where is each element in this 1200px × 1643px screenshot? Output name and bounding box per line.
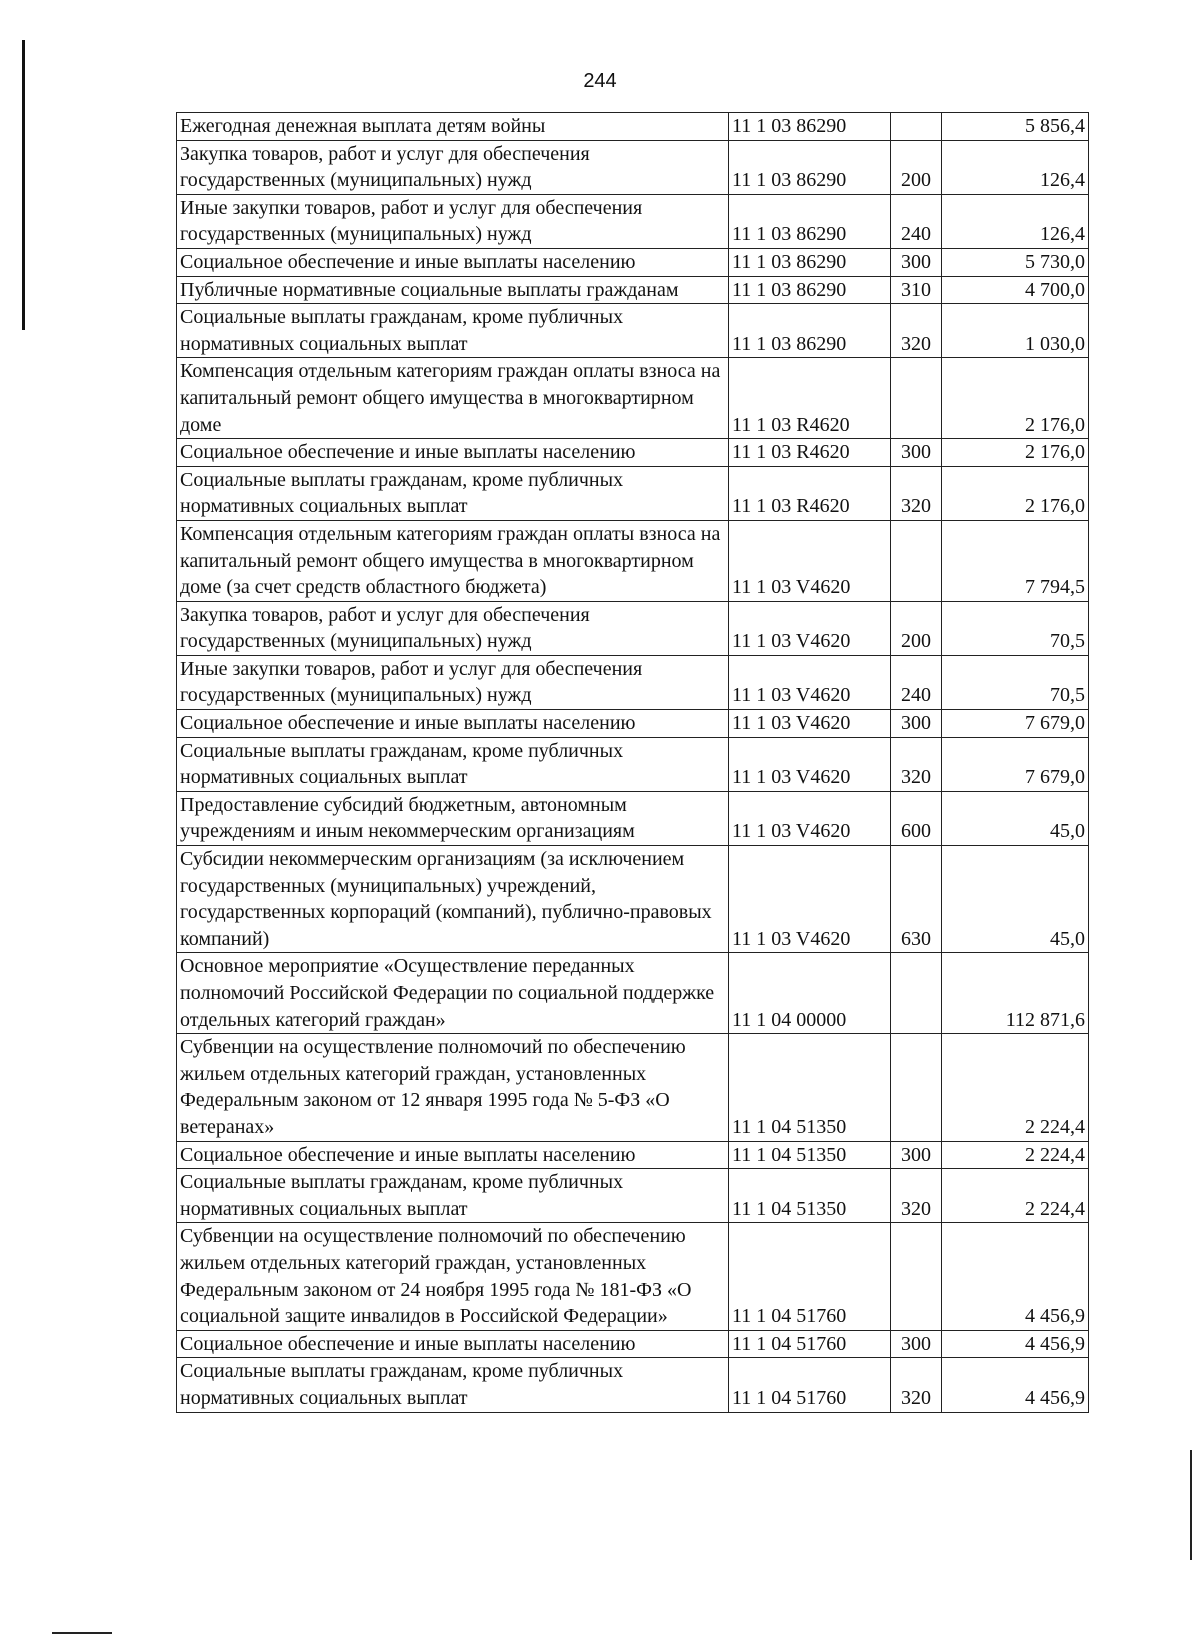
table-row xyxy=(177,1034,1089,1141)
row-expense-type: 320 xyxy=(891,737,942,791)
row-code: 11 1 03 86290 xyxy=(729,113,891,141)
row-code: 11 1 04 00000 xyxy=(729,953,891,1034)
row-code: 11 1 04 51350 xyxy=(729,1169,891,1223)
row-expense-type: 630 xyxy=(891,846,942,953)
row-name: Ежегодная денежная выплата детям войны xyxy=(177,113,729,141)
row-amount: 7 679,0 xyxy=(942,737,1089,791)
row-amount: 2 176,0 xyxy=(942,466,1089,520)
row-amount: 4 456,9 xyxy=(942,1330,1089,1358)
row-name: Субвенции на осуществление полномочий по обеспечению жильем отдельных категорий граждан, установленных Федеральным законом от 12 января 1995 года № 5-ФЗ «О ветеранах» xyxy=(177,1034,729,1141)
table-row xyxy=(177,248,1089,276)
row-expense-type: 300 xyxy=(891,1330,942,1358)
table-row xyxy=(177,601,1089,655)
table-row xyxy=(177,276,1089,304)
row-code: 11 1 03 V4620 xyxy=(729,520,891,601)
row-code: 11 1 03 86290 xyxy=(729,248,891,276)
row-code: 11 1 03 V4620 xyxy=(729,655,891,709)
row-name: Компенсация отдельным категориям граждан оплаты взноса на капитальный ремонт общего имущества в многоквартирном доме (за счет средств областного бюджета) xyxy=(177,520,729,601)
table-row xyxy=(177,1141,1089,1169)
row-code: 11 1 03 R4620 xyxy=(729,439,891,467)
row-amount: 2 224,4 xyxy=(942,1141,1089,1169)
scan-margin-mark xyxy=(1190,1450,1192,1560)
row-expense-type xyxy=(891,113,942,141)
row-name: Закупка товаров, работ и услуг для обеспечения государственных (муниципальных) нужд xyxy=(177,140,729,194)
row-code: 11 1 03 V4620 xyxy=(729,846,891,953)
row-amount: 70,5 xyxy=(942,655,1089,709)
row-name: Социальное обеспечение и иные выплаты населению xyxy=(177,710,729,738)
row-code: 11 1 03 86290 xyxy=(729,194,891,248)
row-expense-type: 310 xyxy=(891,276,942,304)
row-code: 11 1 03 86290 xyxy=(729,276,891,304)
row-code: 11 1 03 V4620 xyxy=(729,710,891,738)
row-amount: 1 030,0 xyxy=(942,304,1089,358)
row-amount: 5 856,4 xyxy=(942,113,1089,141)
row-amount: 2 224,4 xyxy=(942,1034,1089,1141)
row-amount: 70,5 xyxy=(942,601,1089,655)
row-code: 11 1 04 51350 xyxy=(729,1034,891,1141)
row-name: Основное мероприятие «Осуществление переданных полномочий Российской Федерации по социальной поддержке отдельных категорий граждан» xyxy=(177,953,729,1034)
row-expense-type: 240 xyxy=(891,194,942,248)
row-amount: 7 794,5 xyxy=(942,520,1089,601)
row-code: 11 1 03 86290 xyxy=(729,304,891,358)
row-amount: 2 224,4 xyxy=(942,1169,1089,1223)
table-row xyxy=(177,194,1089,248)
row-name: Субсидии некоммерческим организациям (за исключением государственных (муниципальных) учреждений, государственных корпораций (компаний), публично-правовых компаний) xyxy=(177,846,729,953)
row-name: Иные закупки товаров, работ и услуг для обеспечения государственных (муниципальных) нужд xyxy=(177,655,729,709)
row-amount: 4 456,9 xyxy=(942,1358,1089,1412)
row-expense-type: 200 xyxy=(891,601,942,655)
row-code: 11 1 04 51760 xyxy=(729,1358,891,1412)
row-expense-type: 320 xyxy=(891,304,942,358)
row-name: Социальные выплаты гражданам, кроме публичных нормативных социальных выплат xyxy=(177,1169,729,1223)
row-code: 11 1 03 R4620 xyxy=(729,466,891,520)
row-amount: 112 871,6 xyxy=(942,953,1089,1034)
row-expense-type: 320 xyxy=(891,1169,942,1223)
row-amount: 126,4 xyxy=(942,140,1089,194)
table-row xyxy=(177,466,1089,520)
row-amount: 45,0 xyxy=(942,846,1089,953)
table-row xyxy=(177,953,1089,1034)
row-amount: 5 730,0 xyxy=(942,248,1089,276)
row-amount: 7 679,0 xyxy=(942,710,1089,738)
table-row xyxy=(177,439,1089,467)
row-code: 11 1 04 51350 xyxy=(729,1141,891,1169)
row-expense-type: 300 xyxy=(891,710,942,738)
row-name: Социальные выплаты гражданам, кроме публичных нормативных социальных выплат xyxy=(177,466,729,520)
row-name: Социальные выплаты гражданам, кроме публичных нормативных социальных выплат xyxy=(177,737,729,791)
row-expense-type: 300 xyxy=(891,248,942,276)
row-name: Социальное обеспечение и иные выплаты населению xyxy=(177,439,729,467)
row-name: Закупка товаров, работ и услуг для обеспечения государственных (муниципальных) нужд xyxy=(177,601,729,655)
row-expense-type xyxy=(891,1034,942,1141)
row-expense-type xyxy=(891,358,942,439)
row-expense-type: 300 xyxy=(891,1141,942,1169)
row-expense-type: 200 xyxy=(891,140,942,194)
row-expense-type: 320 xyxy=(891,466,942,520)
table-row xyxy=(177,113,1089,141)
table-row xyxy=(177,520,1089,601)
row-code: 11 1 03 V4620 xyxy=(729,601,891,655)
row-code: 11 1 04 51760 xyxy=(729,1223,891,1330)
row-name: Социальное обеспечение и иные выплаты населению xyxy=(177,248,729,276)
row-code: 11 1 03 86290 xyxy=(729,140,891,194)
row-name: Иные закупки товаров, работ и услуг для обеспечения государственных (муниципальных) нужд xyxy=(177,194,729,248)
row-code: 11 1 03 V4620 xyxy=(729,737,891,791)
row-name: Социальное обеспечение и иные выплаты населению xyxy=(177,1330,729,1358)
budget-table xyxy=(176,112,1089,1413)
row-name: Публичные нормативные социальные выплаты гражданам xyxy=(177,276,729,304)
row-expense-type: 600 xyxy=(891,791,942,845)
table-row xyxy=(177,1223,1089,1330)
budget-table-body xyxy=(177,113,1089,1413)
footnote-line xyxy=(52,1632,112,1634)
row-expense-type: 320 xyxy=(891,1358,942,1412)
row-expense-type xyxy=(891,953,942,1034)
table-row xyxy=(177,140,1089,194)
row-name: Социальные выплаты гражданам, кроме публичных нормативных социальных выплат xyxy=(177,1358,729,1412)
row-name: Компенсация отдельным категориям граждан оплаты взноса на капитальный ремонт общего имущества в многоквартирном доме xyxy=(177,358,729,439)
table-row xyxy=(177,791,1089,845)
row-amount: 4 700,0 xyxy=(942,276,1089,304)
row-name: Социальное обеспечение и иные выплаты населению xyxy=(177,1141,729,1169)
table-row xyxy=(177,1358,1089,1412)
row-amount: 45,0 xyxy=(942,791,1089,845)
row-code: 11 1 03 V4620 xyxy=(729,791,891,845)
row-code: 11 1 04 51760 xyxy=(729,1330,891,1358)
table-row xyxy=(177,304,1089,358)
row-amount: 4 456,9 xyxy=(942,1223,1089,1330)
row-amount: 2 176,0 xyxy=(942,358,1089,439)
row-expense-type: 300 xyxy=(891,439,942,467)
table-row xyxy=(177,710,1089,738)
row-name: Субвенции на осуществление полномочий по обеспечению жильем отдельных категорий граждан, установленных Федеральным законом от 24 ноября 1995 года № 181-ФЗ «О социальной защите инвалидов в Российской Федерации» xyxy=(177,1223,729,1330)
row-expense-type: 240 xyxy=(891,655,942,709)
table-row xyxy=(177,655,1089,709)
table-row xyxy=(177,737,1089,791)
row-name: Предоставление субсидий бюджетным, автономным учреждениям и иным некоммерческим организациям xyxy=(177,791,729,845)
row-name: Социальные выплаты гражданам, кроме публичных нормативных социальных выплат xyxy=(177,304,729,358)
table-row xyxy=(177,1330,1089,1358)
row-amount: 2 176,0 xyxy=(942,439,1089,467)
row-code: 11 1 03 R4620 xyxy=(729,358,891,439)
row-expense-type xyxy=(891,520,942,601)
page-number: 244 xyxy=(583,70,617,92)
table-row xyxy=(177,846,1089,953)
row-expense-type xyxy=(891,1223,942,1330)
row-amount: 126,4 xyxy=(942,194,1089,248)
table-row xyxy=(177,358,1089,439)
table-row xyxy=(177,1169,1089,1223)
